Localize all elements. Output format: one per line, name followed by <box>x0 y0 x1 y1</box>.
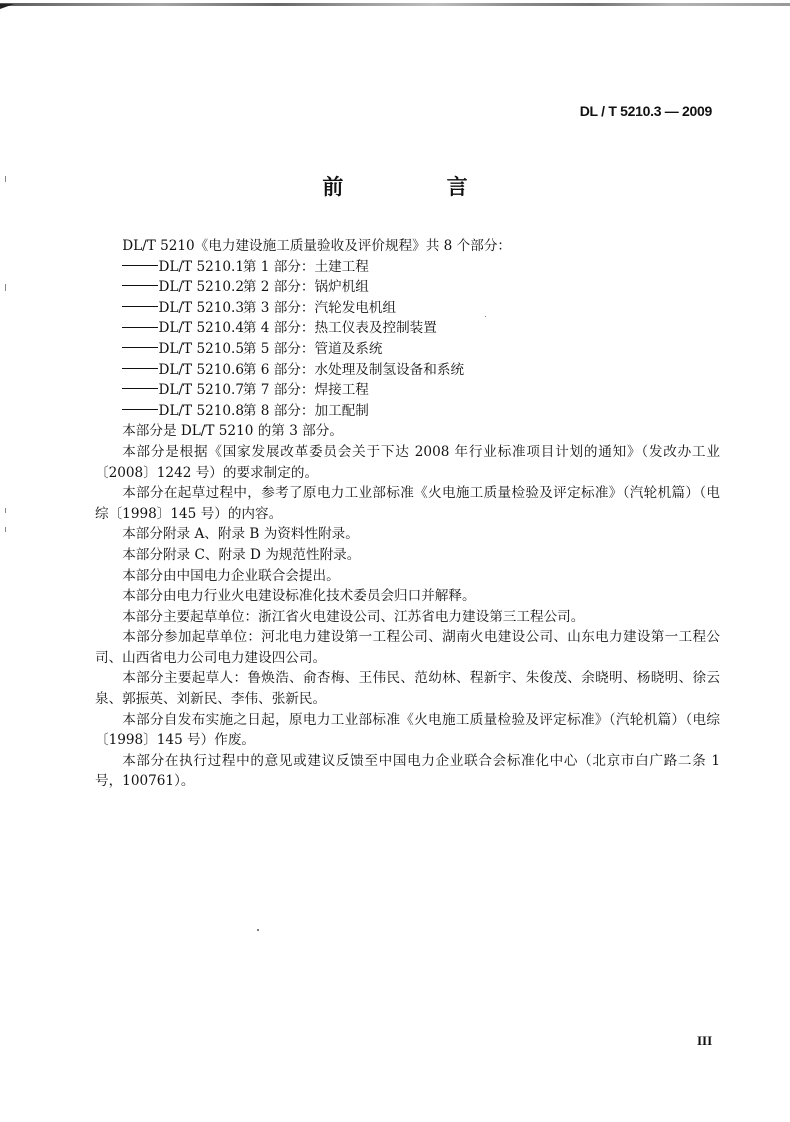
foreword-body <box>95 236 720 792</box>
part-label: 第 5 部分：管道及系统 <box>242 340 383 357</box>
scan-speck <box>257 929 259 931</box>
margin-mark <box>5 284 6 291</box>
paragraph-drafting-persons: 本部分主要起草人：鲁焕浩、俞杏梅、王伟民、范幼林、程新宇、朱俊茂、余晓明、杨晓明、徐云泉、郭振英、刘新民、李伟、张新民。 <box>95 670 720 708</box>
margin-mark <box>5 527 6 532</box>
part-code: DL/T 5210.1 <box>158 258 245 275</box>
page-number: III <box>697 1033 713 1048</box>
part-item <box>95 318 720 339</box>
em-dash <box>122 409 157 410</box>
paragraph-main-drafters: 本部分主要起草单位：浙江省火电建设公司、江苏省电力建设第三工程公司。 <box>122 608 585 625</box>
part-label: 第 3 部分：汽轮发电机组 <box>242 299 397 316</box>
part-code: DL/T 5210.8 <box>158 402 245 419</box>
paragraph-reference: 本部分在起草过程中，参考了原电力工业部标准《火电施工质量检验及评定标准》（汽轮机篇）（电综〔1998〕145 号）的内容。 <box>95 485 720 522</box>
part-label: 第 1 部分：土建工程 <box>242 258 369 275</box>
em-dash <box>122 306 157 307</box>
paragraph-normative-annex: 本部分附录 C、附录 D 为规范性附录。 <box>122 546 361 563</box>
part-label: 第 2 部分：锅炉机组 <box>242 279 369 296</box>
part-item <box>95 360 720 381</box>
scan-edge-artifact <box>0 3 790 6</box>
document-code: DL / T 5210.3 — 2009 <box>579 103 712 119</box>
paragraph-feedback: 本部分在执行过程中的意见或建议反馈至中国电力企业联合会标准化中心（北京市白广路二条 1 号，100761）。 <box>95 752 720 790</box>
em-dash <box>122 327 157 328</box>
paragraph-administrator: 本部分由电力行业火电建设标准化技术委员会归口并解释。 <box>122 588 476 605</box>
part-label: 第 7 部分：焊接工程 <box>242 382 369 399</box>
em-dash <box>122 265 157 266</box>
paragraph-proposer: 本部分由中国电力企业联合会提出。 <box>122 567 340 584</box>
page-title: 前 言 <box>322 175 516 199</box>
part-item <box>95 298 720 319</box>
part-code: DL/T 5210.6 <box>158 361 245 378</box>
part-item <box>95 380 720 401</box>
intro-paragraph: DL/T 5210《电力建设施工质量验收及评价规程》共 8 个部分： <box>122 238 512 254</box>
em-dash <box>122 285 157 286</box>
part-item <box>95 257 720 278</box>
margin-mark <box>5 508 6 513</box>
part-label: 第 6 部分：水处理及制氢设备和系统 <box>242 361 465 378</box>
part-item <box>95 339 720 360</box>
paragraph-scope: 本部分是 DL/T 5210 的第 3 部分。 <box>122 423 343 440</box>
paragraph-basis: 本部分是根据《国家发展改革委员会关于下达 2008 年行业标准项目计划的通知》（发改办工业〔2008〕1242 号）的要求制定的。 <box>95 443 720 481</box>
part-code: DL/T 5210.4 <box>158 320 245 337</box>
em-dash <box>122 388 157 389</box>
paragraph-informative-annex: 本部分附录 A、附录 B 为资料性附录。 <box>122 526 359 543</box>
paragraph-participating-drafters: 本部分参加起草单位：河北电力建设第一工程公司、湖南火电建设公司、山东电力建设第一工程公司、山西省电力公司电力建设四公司。 <box>95 629 720 666</box>
part-label: 第 4 部分：热工仪表及控制装置 <box>242 320 437 337</box>
parts-list <box>95 257 720 422</box>
em-dash <box>122 368 157 369</box>
paragraph-supersedes: 本部分自发布实施之日起，原电力工业部标准《火电施工质量检验及评定标准》（汽轮机篇）（电综〔1998〕145 号）作废。 <box>95 711 720 749</box>
em-dash <box>122 347 157 348</box>
part-code: DL/T 5210.7 <box>158 382 245 399</box>
part-code: DL/T 5210.5 <box>158 340 245 357</box>
part-code: DL/T 5210.2 <box>158 279 245 296</box>
part-code: DL/T 5210.3 <box>158 299 245 316</box>
part-item <box>95 277 720 298</box>
scan-corner-artifact <box>0 4 14 9</box>
part-item <box>95 401 720 422</box>
part-label: 第 8 部分：加工配制 <box>242 402 369 419</box>
